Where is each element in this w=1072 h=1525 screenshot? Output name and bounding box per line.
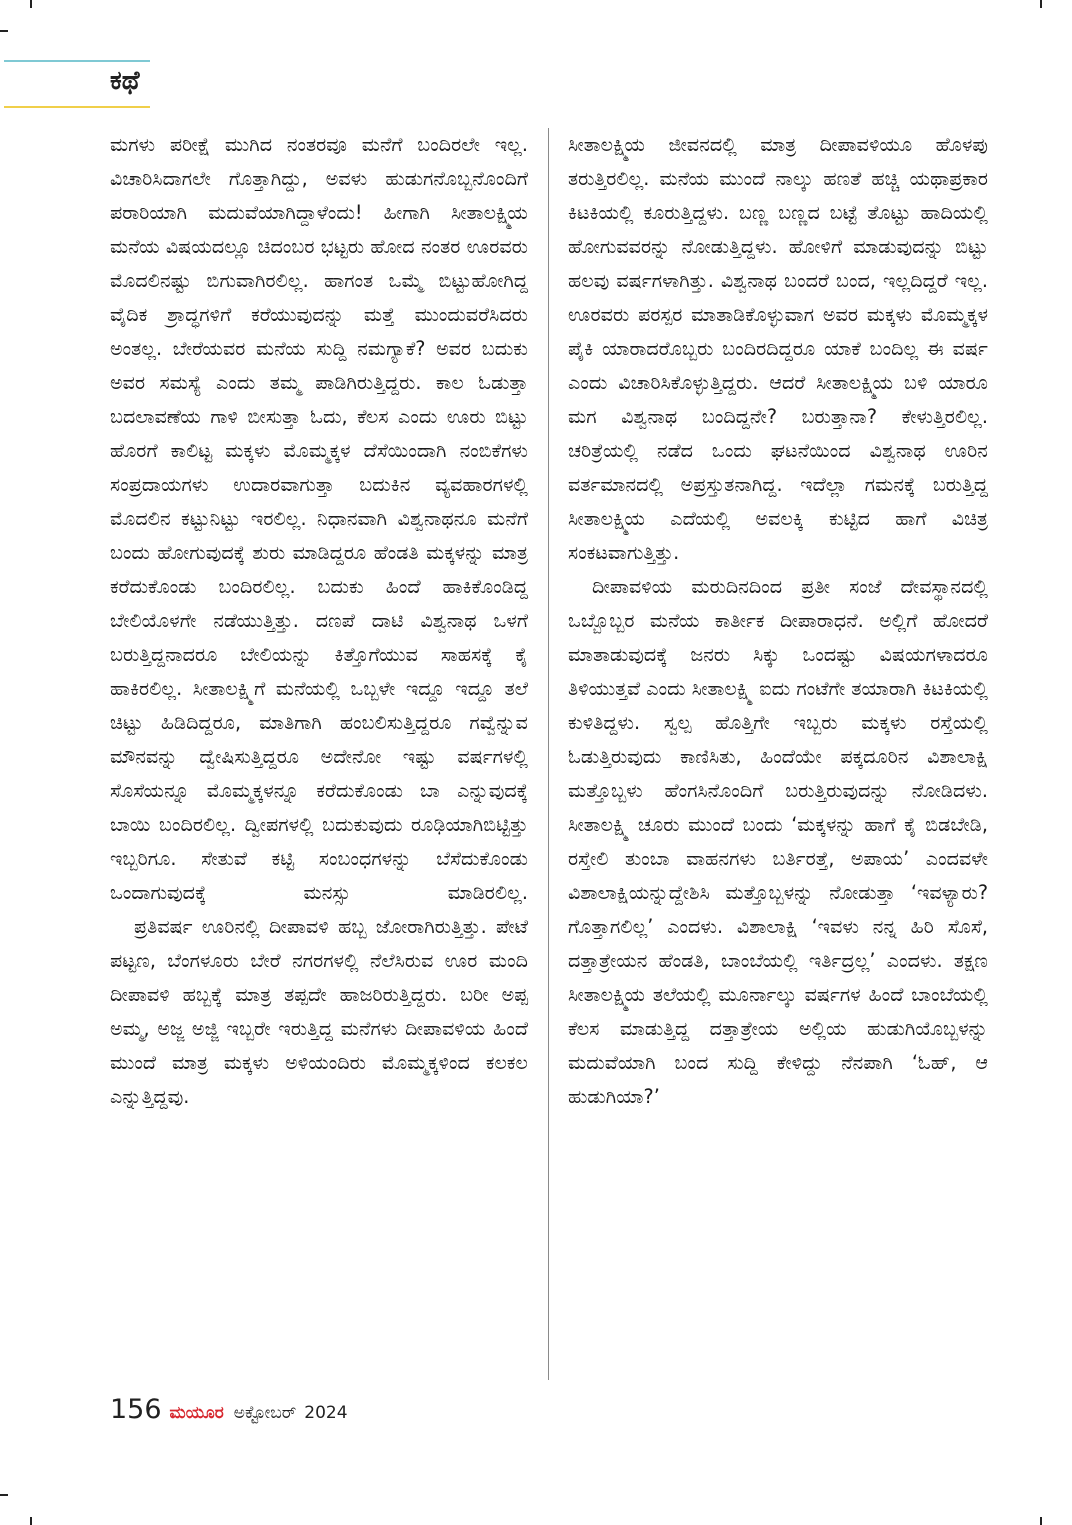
text-line: ಹಿಂದೆ ಬಾಂಬೆಯಲ್ಲಿ ಕೆಲಸ ಮಾಡುತ್ತಿದ್ದ ದತ್ತಾತ್ರೇಯ xyxy=(568,983,988,1040)
text-line: ದೀಪಾರಾಧನೆ. ಅಲ್ಲಿಗೆ ಹೋದರೆ ಮಾತಾಡುವುದಕ್ಕೆ xyxy=(568,609,988,666)
text-line: ದೀಪಾವಳಿಯ ಮರುದಿನದಿಂದ ಪ್ರತೀ ಸಂಜೆ xyxy=(592,575,882,598)
text-line: ಅಪ್ರಸ್ತುತನಾಗಿದ್ದ. ಇದೆಲ್ಲಾ ಗಮನಕ್ಕೆ ಬರುತ್ತಿದ್ದ xyxy=(680,473,988,496)
text-line: ಸೀತಾಲಕ್ಷ್ಮಿಯ ಎದೆಯಲ್ಲಿ ಅವಲಕ್ಕಿ ಕುಟ್ಟಿದ ಹಾಗೆ xyxy=(568,507,927,530)
text-line: ಹೊರಗೆ ಕಾಲಿಟ್ಟ ಮಕ್ಕಳು ಮೊಮ್ಮಕ್ಕಳ ದೆಸೆಯಿಂದಾಗಿ xyxy=(110,439,447,462)
text-line: ಬರುತ್ತಿದ್ದನಾದರೂ ಬೇಲಿಯನ್ನು ಕಿತ್ತೊಗೆಯುವ xyxy=(110,643,418,666)
text-line: ಅವರ ಬದುಕು ಅವರ ಸಮಸ್ಯೆ ಎಂದು ತಮ್ಮ xyxy=(110,337,528,394)
text-line: ಊರವರು ಪರಸ್ಪರ ಮಾತಾಡಿಕೊಳ್ಳುವಾಗ ಅವರ xyxy=(568,303,859,326)
text-line: ಕಾಣಿಸಿತು, ಹಿಂದೆಯೇ ಪಕ್ಕದೂರಿನ ವಿಶಾಲಾಕ್ಷಿ xyxy=(680,745,988,768)
article-paragraph xyxy=(568,128,988,570)
text-line: ಒಬ್ಬಳೇ ಇದ್ದೂ ಇದ್ದೂ ತಲೆ ಚಿಟ್ಟು ಹಿಡಿದಿದ್ದರೂ, xyxy=(110,677,528,734)
text-line: ಅವಳು ಹುಡುಗನೊಬ್ಬನೊಂದಿಗೆ ಪರಾರಿಯಾಗಿ xyxy=(110,167,528,224)
text-line: ನಂಬಿಕೆಗಳು ಸಂಪ್ರದಾಯಗಳು ಉದಾರವಾಗುತ್ತಾ xyxy=(110,439,528,496)
text-line: ತಿಳಿಯುತ್ತವೆ ಎಂದು ಸೀತಾಲಕ್ಷ್ಮಿ ಐದು ಗಂಟೆಗೇ xyxy=(568,677,846,700)
crop-mark xyxy=(0,1494,8,1496)
page-footer xyxy=(110,1394,348,1430)
text-line: ಪ್ರತಿವರ್ಷ ಊರಿನಲ್ಲಿ ದೀಪಾವಳಿ ಹಬ್ಬ xyxy=(134,915,367,938)
article-paragraph xyxy=(110,910,528,1114)
text-line: ಅಂತಲ್ಲ. ಬೇರೆಯವರ ಮನೆಯ ಸುದ್ದಿ ನಮಗ್ಯಾಕೆ? xyxy=(110,337,426,360)
text-line: ವಿಶಾಲಾಕ್ಷಿಯನ್ನುದ್ದೇಶಿಸಿ ಮತ್ತೊಬ್ಬಳನ್ನು ನೋಡುತ್ತಾ xyxy=(568,881,896,904)
text-line: ವಿಶ್ವನಾಥ ಬಂದರೆ ಬಂದ, ಇಲ್ಲದಿದ್ದರೆ ಇಲ್ಲ. xyxy=(720,269,988,292)
crop-mark xyxy=(0,30,8,32)
article-column-left xyxy=(110,128,528,1114)
text-line: ‘ಇವಳ್ಯಾರು? ಗೊತ್ತಾಗಲಿಲ್ಲ’ ಎಂದಳು. ವಿಶಾಲಾಕ್ಷಿ xyxy=(568,881,989,938)
text-line: ಒಂದಾಗುವುದಕ್ಕೆ ಮನಸ್ಸು ಮಾಡಿರಲಿಲ್ಲ. xyxy=(110,881,528,904)
crop-mark xyxy=(1040,1517,1042,1525)
text-line: ಅಪ್ಪ ಅಮ್ಮ, ಅಜ್ಜ ಅಜ್ಜಿ ಇಬ್ಬರೇ ಇರುತ್ತಿದ್ದ ಮನೆಗಳು xyxy=(110,983,529,1040)
text-line: ಮಾತಿಗಾಗಿ ಹಂಬಲಿಸುತ್ತಿದ್ದರೂ ಗವ್ವೆನ್ನುವ ಮೌನವನ್ನು xyxy=(110,711,528,768)
text-line: ನಂತರ ಊರವರು ಮೊದಲಿನಷ್ಟು ಬಿಗುವಾಗಿರಲಿಲ್ಲ. xyxy=(110,235,528,292)
text-line: ಇಬ್ಬರು ಮಕ್ಕಳು ರಸ್ತೆಯಲ್ಲಿ ಓಡುತ್ತಿರುವುದು xyxy=(568,711,988,768)
text-line: ಸೀತಾಲಕ್ಷ್ಮಿಯ ತಲೆಯಲ್ಲಿ ಮೂರ್ನಾಲ್ಕು ವರ್ಷಗಳ xyxy=(568,983,861,1006)
text-line: ಬಂದಿರದಿದ್ದರೂ ಯಾಕೆ ಬಂದಿಲ್ಲ ಈ ವರ್ಷ ಎಂದು xyxy=(568,337,988,394)
text-line: ಮಕ್ಕಳು ಮೊಮ್ಮಕ್ಕಳ ಪೈಕಿ ಯಾರಾದರೊಬ್ಬರು xyxy=(568,303,988,360)
text-line: ಮತ್ತೊಬ್ಬಳು ಹೆಂಗಸಿನೊಂದಿಗೆ ಬರುತ್ತಿರುವುದನ್ನು xyxy=(568,779,890,802)
text-line: ದ್ವೇಷಿಸುತ್ತಿದ್ದರೂ ಅದೇನೋ ಇಷ್ಟು ವರ್ಷಗಳಲ್ಲಿ xyxy=(199,745,528,768)
article-paragraph xyxy=(110,128,528,910)
text-line: ‘ಇವಳು ನನ್ನ ಹಿರಿ ಸೊಸೆ, ದತ್ತಾತ್ರೇಯನ ಹೆಂಡತಿ, xyxy=(568,915,988,972)
text-line: ಬದುಕು ಹಿಂದೆ ಹಾಕಿಕೊಂಡಿದ್ದ ಬೇಲಿಯೊಳಗೇ xyxy=(110,575,528,632)
text-line: ಮಕ್ಕಳನ್ನು ಮಾತ್ರ ಕರೆದುಕೊಂಡು ಬಂದಿರಲಿಲ್ಲ. xyxy=(110,541,528,598)
text-line: ಮನೆಯ ವಿಷಯದಲ್ಲೂ ಚಿದಂಬರ ಭಟ್ಟರು ಹೋದ xyxy=(110,235,415,258)
article-column-right xyxy=(568,128,988,1114)
text-line: ಹೊಳಪು ತರುತ್ತಿರಲಿಲ್ಲ. ಮನೆಯ ಮುಂದೆ xyxy=(568,133,988,190)
page-number: 156 xyxy=(110,1394,162,1425)
text-line: ಜೋರಾಗಿರುತ್ತಿತ್ತು. ಪೇಟೆ ಪಟ್ಟಣ, ಬೆಂಗಳೂರು ಬೇರೆ xyxy=(110,915,528,972)
text-line: ದೇವಸ್ಥಾನದಲ್ಲಿ ಒಬ್ಬೊಬ್ಬರ ಮನೆಯ ಕಾರ್ತೀಕ xyxy=(568,575,988,632)
header-rule-top xyxy=(4,60,150,62)
article-paragraph xyxy=(568,570,988,1114)
text-line: ಮಾಡುವುದನ್ನು ಬಿಟ್ಟು ಹಲವು ವರ್ಷಗಳಾಗಿತ್ತು. xyxy=(568,235,988,292)
text-line: ಬಂದಿರಲೇ ಇಲ್ಲ. ವಿಚಾರಿಸಿದಾಗಲೇ ಗೊತ್ತಾಗಿದ್ದು, xyxy=(110,133,528,190)
text-line: ಕೇಳುತ್ತಿರಲಿಲ್ಲ. ಚರಿತ್ರೆಯಲ್ಲಿ ನಡೆದ ಒಂದು xyxy=(568,405,988,462)
text-line: ಸುದ್ದಿ ಕೇಳಿದ್ದು ನೆನಪಾಗಿ ‘ಓಹ್, ಆ ಹುಡುಗಿಯಾ?’ xyxy=(568,1051,989,1108)
text-line: ಬದುಕುವುದು ರೂಢಿಯಾಗಿಬಿಟ್ಟಿತ್ತು ಇಬ್ಬರಿಗೂ. xyxy=(110,813,528,870)
header-rule-bottom xyxy=(4,106,150,108)
column-divider xyxy=(548,128,549,1380)
crop-mark xyxy=(1040,0,1042,8)
text-line: ನಗರಗಳಲ್ಲಿ ನೆಲೆಸಿರುವ ಊರ ಮಂದಿ ದೀಪಾವಳಿ xyxy=(110,949,528,1006)
text-line: ವಾಹನಗಳು ಬರ್ತಿರತ್ತೆ, ಅಪಾಯ’ ಎಂದವಳೇ xyxy=(686,847,988,870)
crop-mark xyxy=(30,1517,32,1525)
text-line: ಸೇತುವೆ ಕಟ್ಟಿ ಸಂಬಂಧಗಳನ್ನು ಬೆಸೆದುಕೊಂಡು xyxy=(201,847,528,870)
text-line: ‘ಮಕ್ಕಳನ್ನು ಹಾಗೆ ಕೈ ಬಿಡಬೇಡಿ, ರಸ್ತೇಲಿ ತುಂಬಾ xyxy=(568,813,988,870)
text-line: ಕರೆಯುವುದನ್ನು ಮತ್ತೆ ಮುಂದುವರೆಸಿದರು xyxy=(251,303,528,326)
text-line: ಸಾಹಸಕ್ಕೆ ಕೈ ಹಾಕಿರಲಿಲ್ಲ. ಸೀತಾಲಕ್ಷ್ಮಿಗೆ ಮನೆಯಲ್ಲಿ xyxy=(110,643,529,700)
text-line: ದೀಪಾವಳಿಯ ಹಿಂದೆ ಮುಂದೆ ಮಾತ್ರ ಮಕ್ಕಳು xyxy=(110,1017,528,1074)
text-line: ವಿಚಿತ್ರ ಸಂಕಟವಾಗುತ್ತಿತ್ತು. xyxy=(568,507,988,564)
text-line: ಸೊಸೆಯನ್ನೂ ಮೊಮ್ಮಕ್ಕಳನ್ನೂ ಕರೆದುಕೊಂಡು ಬಾ xyxy=(110,779,440,802)
text-line: ಬಾಂಬೆಯಲ್ಲಿ ಇರ್ತಿದ್ರಲ್ಲ’ ಎಂದಳು. ತಕ್ಷಣ xyxy=(720,949,988,972)
text-line: ಇರಲಿಲ್ಲ. ನಿಧಾನವಾಗಿ ವಿಶ್ವನಾಥನೂ ಮನೆಗೆ xyxy=(250,507,528,530)
text-line: ಜನರು ಸಿಕ್ಕು ಒಂದಷ್ಟು ವಿಷಯಗಳಾದರೂ xyxy=(690,643,988,666)
text-line: ನೋಡಿದಳು. ಸೀತಾಲಕ್ಷ್ಮಿ ಚೂರು ಮುಂದೆ ಬಂದು xyxy=(568,779,988,836)
text-line: ಪಾಡಿಗಿರುತ್ತಿದ್ದರು. ಕಾಲ ಓಡುತ್ತಾ ಬದಲಾವಣೆಯ xyxy=(110,371,528,428)
text-line: ಅಳಿಯಂದಿರು ಮೊಮ್ಮಕ್ಕಳಿಂದ ಕಲಕಲ ಎನ್ನುತ್ತಿದ್ದವು. xyxy=(110,1051,528,1108)
section-title: ಕಥೆ xyxy=(110,66,140,96)
text-line: ಘಟನೆಯಿಂದ ವಿಶ್ವನಾಥ ಊರಿನ ವರ್ತಮಾನದಲ್ಲಿ xyxy=(568,439,988,496)
text-line: ಬದುಕಿನ ವ್ಯವಹಾರಗಳಲ್ಲಿ ಮೊದಲಿನ ಕಟ್ಟುನಿಟ್ಟು xyxy=(110,473,528,530)
text-line: ನಡೆಯುತ್ತಿತ್ತು. ದಣಪೆ ದಾಟಿ ವಿಶ್ವನಾಥ ಒಳಗೆ xyxy=(213,609,528,632)
issue-month: ಅಕ್ಟೋಬರ್ xyxy=(233,1403,297,1423)
text-line: ವಿಚಾರಿಸಿಕೊಳ್ಳುತ್ತಿದ್ದರು. ಆದರೆ ಸೀತಾಲಕ್ಷ್ಮಿಯ ಬಳಿ xyxy=(618,371,928,394)
text-line: ಬಂದು ಹೋಗುವುದಕ್ಕೆ ಶುರು ಮಾಡಿದ್ದರೂ ಹೆಂಡತಿ xyxy=(110,541,419,564)
text-line: ಹಾಗಂತ ಒಮ್ಮೆ ಬಿಟ್ಟುಹೋಗಿದ್ದ ವೈದಿಕ ಶ್ರಾದ್ಧಗಳಿಗೆ xyxy=(110,269,528,326)
text-line: ಹೋಗುವವರನ್ನು ನೋಡುತ್ತಿದ್ದಳು. ಹೋಳಿಗೆ xyxy=(568,235,843,258)
text-line: ಮದುವೆಯಾಗಿದ್ದಾಳೆಂದು! ಹೀಗಾಗಿ ಸೀತಾಲಕ್ಷ್ಮಿಯ xyxy=(208,201,528,224)
issue-year: 2024 xyxy=(304,1403,348,1423)
magazine-logo: ಮಯೂರ xyxy=(169,1403,224,1423)
text-line: ಮಗಳು ಪರೀಕ್ಷೆ ಮುಗಿದ ನಂತರವೂ ಮನೆಗೆ xyxy=(110,133,403,156)
text-line: ಅಲ್ಲಿಯ ಹುಡುಗಿಯೊಬ್ಬಳನ್ನು ಮದುವೆಯಾಗಿ ಬಂದ xyxy=(568,1017,989,1074)
text-line: ತಯಾರಾಗಿ ಕಿಟಕಿಯಲ್ಲಿ ಕುಳಿತಿದ್ದಳು. ಸ್ವಲ್ಪ ಹೊತ್ತಿಗೇ xyxy=(568,677,988,734)
text-line: ಗಾಳಿ ಬೀಸುತ್ತಾ ಓದು, ಕೆಲಸ ಎಂದು ಊರು ಬಿಟ್ಟು xyxy=(210,405,528,428)
text-line: ಕೂರುತ್ತಿದ್ದಳು. ಬಣ್ಣ ಬಣ್ಣದ ಬಟ್ಟೆ ತೊಟ್ಟು ಹಾದಿಯಲ್ಲಿ xyxy=(643,201,988,224)
text-line: ಸೀತಾಲಕ್ಷ್ಮಿಯ ಜೀವನದಲ್ಲಿ ಮಾತ್ರ ದೀಪಾವಳಿಯೂ xyxy=(568,133,913,156)
text-line: ಎನ್ನುವುದಕ್ಕೆ ಬಾಯಿ ಬಂದಿರಲಿಲ್ಲ. ದ್ವೀಪಗಳಲ್ಲಿ xyxy=(110,779,529,836)
text-line: ಯಾರೂ ಮಗ ವಿಶ್ವನಾಥ ಬಂದಿದ್ದನೇ? ಬರುತ್ತಾನಾ? xyxy=(568,371,988,428)
text-line: ಹಬ್ಬಕ್ಕೆ ಮಾತ್ರ ತಪ್ಪದೇ ಹಾಜರಿರುತ್ತಿದ್ದರು. ಬರೀ xyxy=(182,983,489,1006)
crop-mark xyxy=(30,0,32,8)
text-line: ನಾಲ್ಕು ಹಣತೆ ಹಚ್ಚಿ ಯಥಾಪ್ರಕಾರ ಕಿಟಕಿಯಲ್ಲಿ xyxy=(568,167,988,224)
